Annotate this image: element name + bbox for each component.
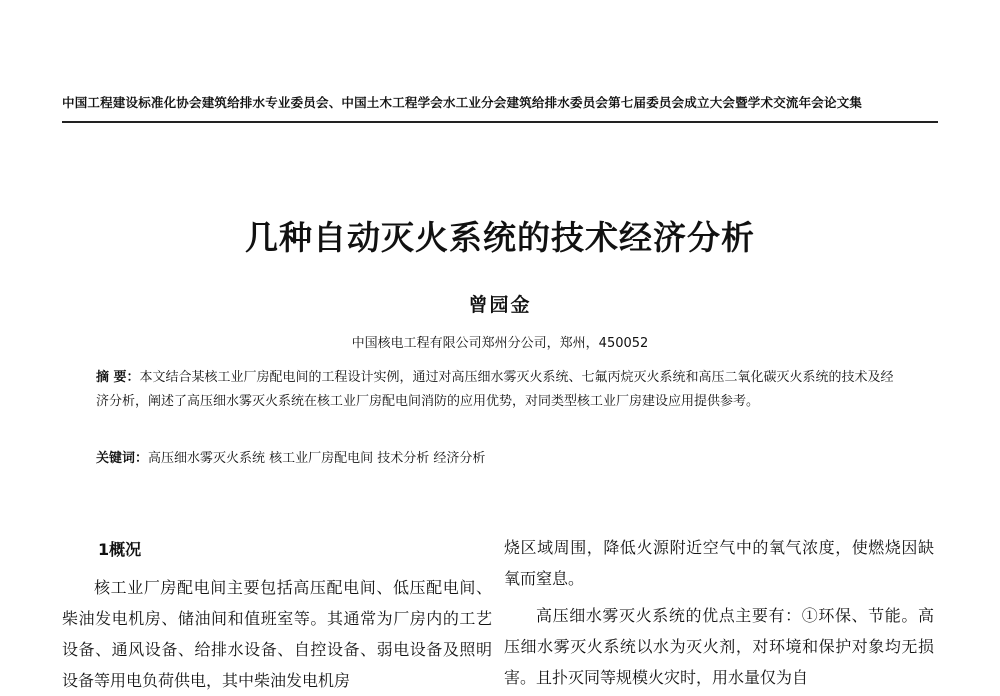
running-head: 中国工程建设标准化协会建筑给排水专业委员会、中国土木工程学会水工业分会建筑给排水委员会第七届委员会成立大会暨学术交流年会论文集: [62, 95, 863, 110]
section-heading: 1概况: [98, 540, 142, 559]
body-paragraph: 核工业厂房配电间主要包括高压配电间、低压配电间、柴油发电机房、储油间和值班室等。其通常为厂房内的工艺设备、通风设备、给排水设备、自控设备、弱电设备及照明设备等用电负荷供电，其中柴油发电机房: [62, 578, 492, 690]
body-paragraph-continued: 烧区域周围，降低火源附近空气中的氧气浓度，使燃烧因缺氧而窒息。: [504, 538, 934, 588]
body-paragraph: 高压细水雾灭火系统的优点主要有：①环保、节能。高压细水雾灭火系统以水为灭火剂，对环境和保护对象均无损害。且扑灭同等规模火灾时，用水量仅为自: [504, 606, 934, 687]
abstract-text: 本文结合某核工业厂房配电间的工程设计实例，通过对高压细水雾灭火系统、七氟丙烷灭火系统和高压二氧化碳灭火系统的技术及经济分析，阐述了高压细水雾灭火系统在核工业厂房配电间消防的应用优势，对同类型核工业厂房建设应用提供参考。: [96, 370, 894, 409]
abstract: [96, 366, 906, 414]
abstract-label: 摘 要：: [96, 370, 140, 385]
author-affiliation: 中国核电工程有限公司郑州分公司，郑州，450052: [351, 336, 649, 351]
keywords-label: 关键词：: [96, 451, 149, 466]
keywords-text: 高压细水雾灭火系统 核工业厂房配电间 技术分析 经济分析: [148, 451, 486, 466]
left-column: [62, 534, 492, 696]
paper-title: 几种自动灭火系统的技术经济分析: [245, 218, 755, 257]
header-rule: [62, 121, 938, 123]
author-name: 曾园金: [468, 294, 532, 316]
keywords: [96, 447, 906, 471]
right-column: [504, 532, 934, 693]
